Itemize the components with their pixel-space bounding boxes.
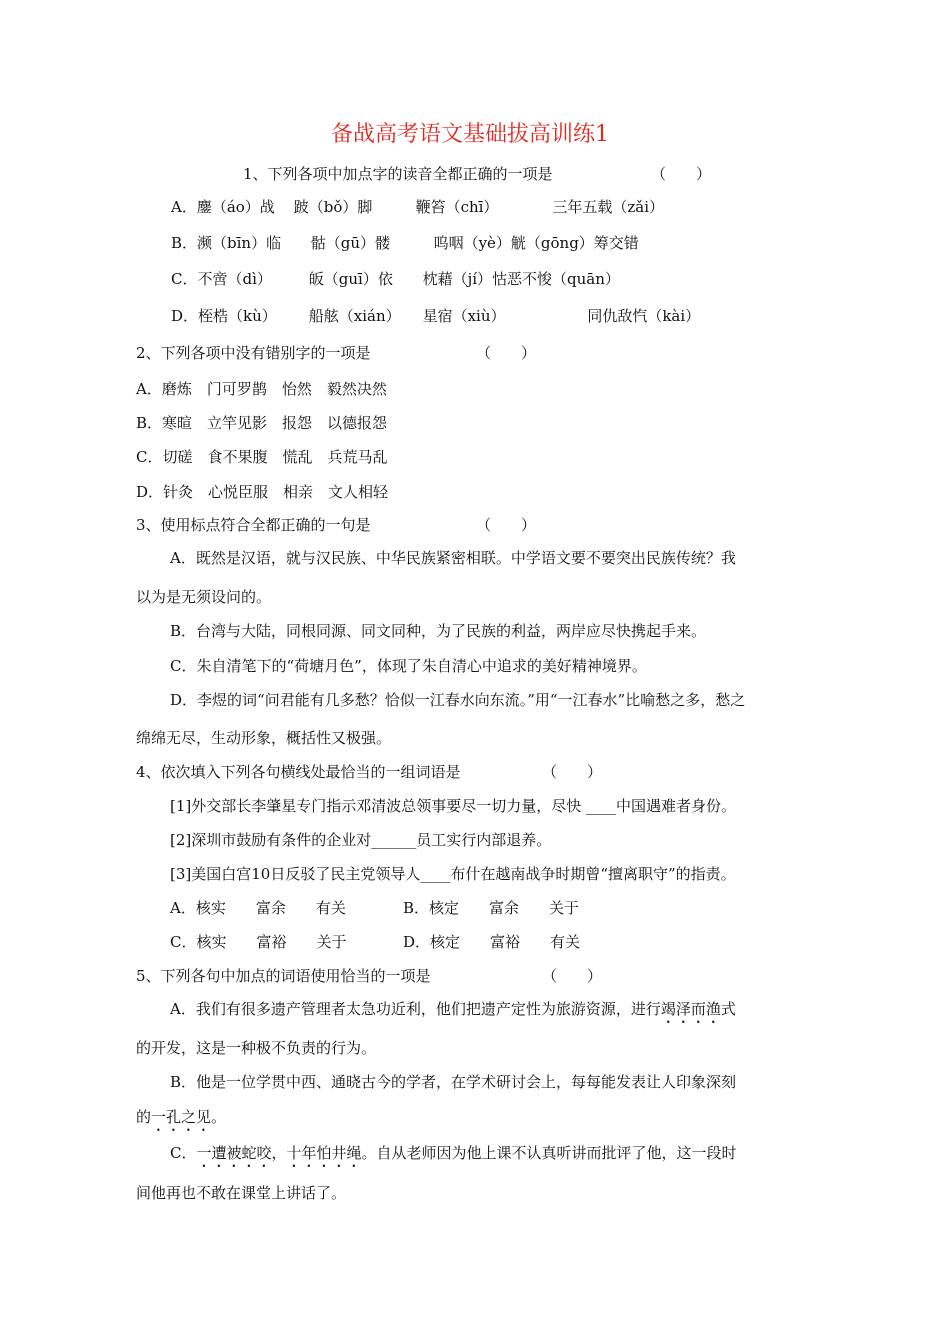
- q2-option-a: A．磨炼 门可罗鹊 怡然 毅然决然: [136, 380, 387, 398]
- q4-option-a: A．核实 富余 有关: [170, 899, 346, 917]
- q1-option-a: [171, 196, 664, 218]
- q5-option-b-line-1: B．他是一位学贯中西、通晓古今的学者，在学术研讨会上，每每能发表让人印象深刻: [170, 1073, 737, 1091]
- q1-d-item-3: 星宿（xiù）: [422, 307, 506, 325]
- q5-a-dotted-phrase: 竭泽而渔: [660, 1000, 721, 1018]
- q3-option-d-line-2: 绵绵无尽，生动形象，概括性又极强。: [136, 729, 392, 747]
- q4-option-b: B．核定 富余 关于: [403, 899, 580, 917]
- q3-option-d-line-1: D．李煜的词“问君能有几多愁？恰似一江春水向东流。”用“一江春水”比喻愁之多，愁之: [170, 691, 746, 709]
- q5-b-dotted-phrase: 一孔之见: [151, 1108, 212, 1126]
- q1-d-item-2: 船舷（xián）: [308, 307, 401, 325]
- q4-sentence-1: [1]外交部长李肇星专门指示邓清波总领事要尽一切力量，尽快 ____中国遇难者身份。: [170, 797, 737, 815]
- q5-c-text-pre: C．: [170, 1144, 197, 1162]
- q5-option-c-line-2: 间他再也不敢在课堂上讲话了。: [136, 1184, 347, 1202]
- q4-answer-paren: （ ）: [542, 763, 603, 781]
- q3-stem-text: 3、使用标点符合全都正确的一句是: [136, 516, 371, 534]
- q1-answer-paren: （ ）: [651, 165, 712, 183]
- q1-option-b: [171, 232, 639, 254]
- q1-a-item-2: 跛（bǒ）脚: [293, 198, 373, 216]
- q2-option-d: D．针灸 心悦臣服 相亲 文人相轻: [136, 483, 389, 501]
- q3-option-a-line-2: 以为是无须设问的。: [136, 588, 272, 606]
- q5-b-text-post: 。: [211, 1108, 227, 1126]
- q1-d-item-4: 同仇敌忾（kài）: [587, 307, 701, 325]
- q3-option-c: C．朱自清笔下的“荷塘月色”，体现了朱自清心中追求的美好精神境界。: [170, 657, 647, 675]
- q5-a-text-pre: A．我们有很多遗产管理者太急功近利，他们把遗产定性为旅游资源，进行: [170, 1000, 661, 1018]
- q2-option-c: C．切磋 食不果腹 慌乱 兵荒马乱: [136, 448, 388, 466]
- q4-option-d: D．核定 富裕 有关: [403, 933, 581, 951]
- q2-stem-text: 2、下列各项中没有错别字的一项是: [136, 344, 371, 362]
- q1-option-d: [171, 305, 700, 327]
- q5-c-dotted-phrase: 一遭被蛇咬，十年怕井绳: [196, 1144, 362, 1162]
- question-5-stem: [136, 965, 603, 987]
- question-2-stem: [136, 342, 537, 364]
- q5-option-c-line-1: [170, 1142, 737, 1171]
- q2-option-b: B．寒暄 立竿见影 报怨 以德报怨: [136, 414, 388, 432]
- q5-option-a-line-2: 的开发，这是一种极不负责的行为。: [136, 1039, 377, 1057]
- q4-option-c: C．核实 富裕 关于: [170, 933, 347, 951]
- q1-a-item-3: 鞭笞（chī）: [415, 198, 499, 216]
- q1-c-item-2: 皈（guī）依: [308, 270, 393, 288]
- q3-option-b: B．台湾与大陆，同根同源、同文同种，为了民族的利益，两岸应尽快携起手来。: [170, 622, 707, 640]
- page-title: 备战高考语文基础拔高训练1: [331, 122, 609, 147]
- q4-stem-text: 4、依次填入下列各句横线处最恰当的一组词语是: [136, 763, 461, 781]
- q5-a-text-post: 式: [720, 1000, 736, 1018]
- q5-stem-text: 5、下列各句中加点的词语使用恰当的一项是: [136, 967, 431, 985]
- q4-sentence-2: [2]深圳市鼓励有条件的企业对______员工实行内部退养。: [170, 831, 552, 849]
- q1-d-item-1: D．桎梏（kù）: [171, 307, 277, 325]
- question-1-stem: [243, 163, 712, 185]
- q1-stem-text: 1、下列各项中加点字的读音全都正确的一项是: [243, 165, 553, 183]
- q5-b-text-pre: 的: [136, 1108, 152, 1126]
- q5-option-a-line-1: [170, 998, 736, 1027]
- q1-c-item-1: C．不啻（dì）: [171, 270, 272, 288]
- q5-answer-paren: （ ）: [542, 967, 603, 985]
- q1-b-item-2: 骷（gū）髅: [310, 234, 391, 252]
- question-4-stem: [136, 761, 603, 783]
- question-3-stem: [136, 514, 537, 536]
- q5-option-b-line-2: [136, 1106, 226, 1135]
- q3-option-a-line-1: A．既然是汉语，就与汉民族、中华民族紧密相联。中学语文要不要突出民族传统？我: [170, 549, 736, 567]
- q1-b-item-1: B．濒（bīn）临: [171, 234, 282, 252]
- q5-c-text-post: 。自从老师因为他上课不认真听讲而批评了他，这一段时: [361, 1144, 737, 1162]
- q2-answer-paren: （ ）: [476, 344, 537, 362]
- q1-a-item-4: 三年五载（zǎi）: [552, 198, 664, 216]
- q3-answer-paren: （ ）: [476, 516, 537, 534]
- q4-sentence-3: [3]美国白宫10日反驳了民主党领导人____布什在越南战争时期曾“擅离职守”的指责。: [170, 865, 736, 883]
- q1-option-c: [171, 268, 620, 290]
- q1-b-item-3: 呜咽（yè）觥（gōng）筹交错: [433, 234, 639, 252]
- q1-c-item-3: 枕藉（jí）怙恶不悛（quān）: [422, 270, 620, 288]
- q1-a-item-1: A．鏖（áo）战: [171, 198, 275, 216]
